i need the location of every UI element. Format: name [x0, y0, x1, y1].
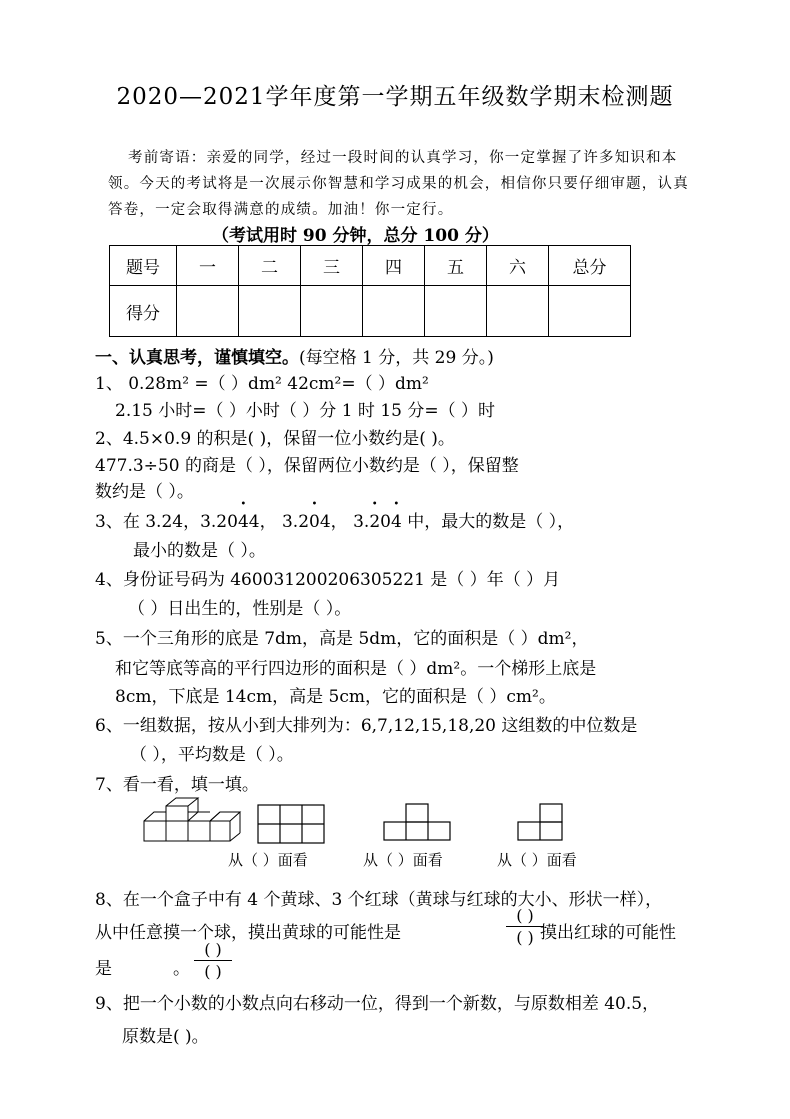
fraction-numerator: ( ): [204, 940, 222, 959]
score-cell[interactable]: [177, 286, 239, 337]
q5-line-3: 8cm，下底是 14cm，高是 5cm，它的面积是（ ）cm²。: [115, 687, 556, 707]
q2-line-1: 2、4.5×0.9 的积是( )，保留一位小数约是( )。: [95, 429, 455, 449]
q2-line-2: 477.3÷50 的商是（ ），保留两位小数约是（ ），保留整: [95, 456, 519, 476]
intro-line-3: 答卷，一定会取得满意的成绩。加油！你一定行。: [108, 202, 454, 218]
view-grid-3: [515, 803, 567, 841]
score-header: 六: [487, 246, 549, 286]
score-cell[interactable]: [239, 286, 301, 337]
q3-prefix: 3、在 3.24，3.20: [95, 512, 238, 532]
q3-repeating-digit: • 0: [309, 512, 320, 532]
q6-line-2: （ ），平均数是（ ）。: [130, 745, 294, 765]
score-cell[interactable]: [549, 286, 631, 337]
score-header: 二: [239, 246, 301, 286]
score-cell[interactable]: [363, 286, 425, 337]
q6-line-1: 6、一组数据，按从小到大排列为：6,7,12,15,18,20 这组数的中位数是: [95, 716, 638, 736]
score-header: 三: [301, 246, 363, 286]
yellow-probability-fraction[interactable]: [506, 906, 544, 947]
score-cell[interactable]: [301, 286, 363, 337]
score-table: [109, 245, 631, 337]
score-cell[interactable]: [487, 286, 549, 337]
intro-line-2: 领。今天的考试将是一次展示你智慧和学习成果的机会，相信你只要仔细审题，认真: [108, 176, 689, 192]
q8-line-3-left: 是: [95, 959, 112, 979]
q2-line-3: 数约是（ ）。: [95, 482, 194, 502]
q8-line-2-left: 从中任意摸一个球，摸出黄球的可能性是: [95, 923, 401, 943]
cube-stack-figure: [142, 796, 242, 844]
fraction-numerator: ( ): [516, 906, 534, 925]
section-1-heading: [95, 343, 494, 368]
q3-text: 4， 3.2: [248, 512, 310, 532]
q3-text: 0: [380, 512, 391, 532]
score-header: 题号: [110, 246, 177, 286]
q3-line-2: 最小的数是（ ）。: [133, 541, 266, 561]
view-grid-1: [257, 804, 325, 844]
view-label-3: 从（ ）面看: [497, 851, 577, 869]
q5-line-1: 5、一个三角形的底是 7dm，高是 5dm，它的面积是（ ）dm²，: [95, 629, 589, 649]
red-probability-fraction[interactable]: [194, 940, 232, 981]
view-label-1: 从（ ）面看: [228, 851, 308, 869]
score-header: 五: [425, 246, 487, 286]
q1-line-1: 1、 0.28m² =（ ）dm² 42cm²=（ ）dm²: [95, 374, 429, 394]
score-header: 总分: [549, 246, 631, 286]
q1-line-2: 2.15 小时=（ ）小时（ ）分 1 时 15 分=（ ）时: [115, 401, 496, 421]
score-header: 四: [363, 246, 425, 286]
exam-note: （考试用时 90 分钟，总分 100 分）: [212, 226, 499, 246]
q8-line-2-right: 摸出红球的可能性: [540, 923, 676, 943]
q8-line-3-right: 。: [173, 959, 190, 979]
q9-line-1: 9、把一个小数的小数点向右移动一位，得到一个新数，与原数相差 40.5，: [95, 994, 660, 1014]
score-row-label: 得分: [110, 286, 177, 337]
score-header: 一: [177, 246, 239, 286]
fraction-bar: [194, 960, 232, 961]
q7-line: 7、看一看，填一填。: [95, 775, 259, 795]
q5-line-2: 和它等底等高的平行四边形的面积是（ ）dm²。一个梯形上底是: [115, 659, 597, 679]
page-title: 2020—2021学年度第一学期五年级数学期末检测题: [116, 84, 674, 110]
section-1-note: (每空格 1 分，共 29 分。): [299, 348, 494, 368]
q3-repeating-digit: • 2: [369, 512, 380, 532]
fraction-bar: [506, 926, 544, 927]
q3-suffix: 中，最大的数是（ ），: [401, 512, 575, 532]
q4-line-2: （ ）日出生的，性别是（ ）。: [128, 599, 352, 619]
score-cell[interactable]: [425, 286, 487, 337]
fraction-denominator: ( ): [516, 928, 534, 947]
view-grid-2: [381, 803, 453, 841]
q3-text: 4， 3.: [319, 512, 370, 532]
q8-line-1: 8、在一个盒子中有 4 个黄球、3 个红球（黄球与红球的大小、形状一样），: [95, 890, 663, 910]
q4-line-1: 4、身份证号码为 460031200206305221 是（ ）年（ ）月: [95, 570, 561, 590]
q3-repeating-digit: • 4: [391, 512, 402, 532]
view-label-2: 从（ ）面看: [363, 851, 443, 869]
q3-repeating-digit: • 4: [238, 512, 249, 532]
q9-line-2: 原数是( )。: [122, 1027, 209, 1047]
fraction-denominator: ( ): [204, 962, 222, 981]
q3-line-1: [95, 507, 574, 532]
intro-line-1: 考前寄语：亲爱的同学，经过一段时间的认真学习，你一定掌握了许多知识和本: [128, 150, 678, 166]
section-1-title: 一、认真思考，谨慎填空。: [95, 348, 299, 368]
